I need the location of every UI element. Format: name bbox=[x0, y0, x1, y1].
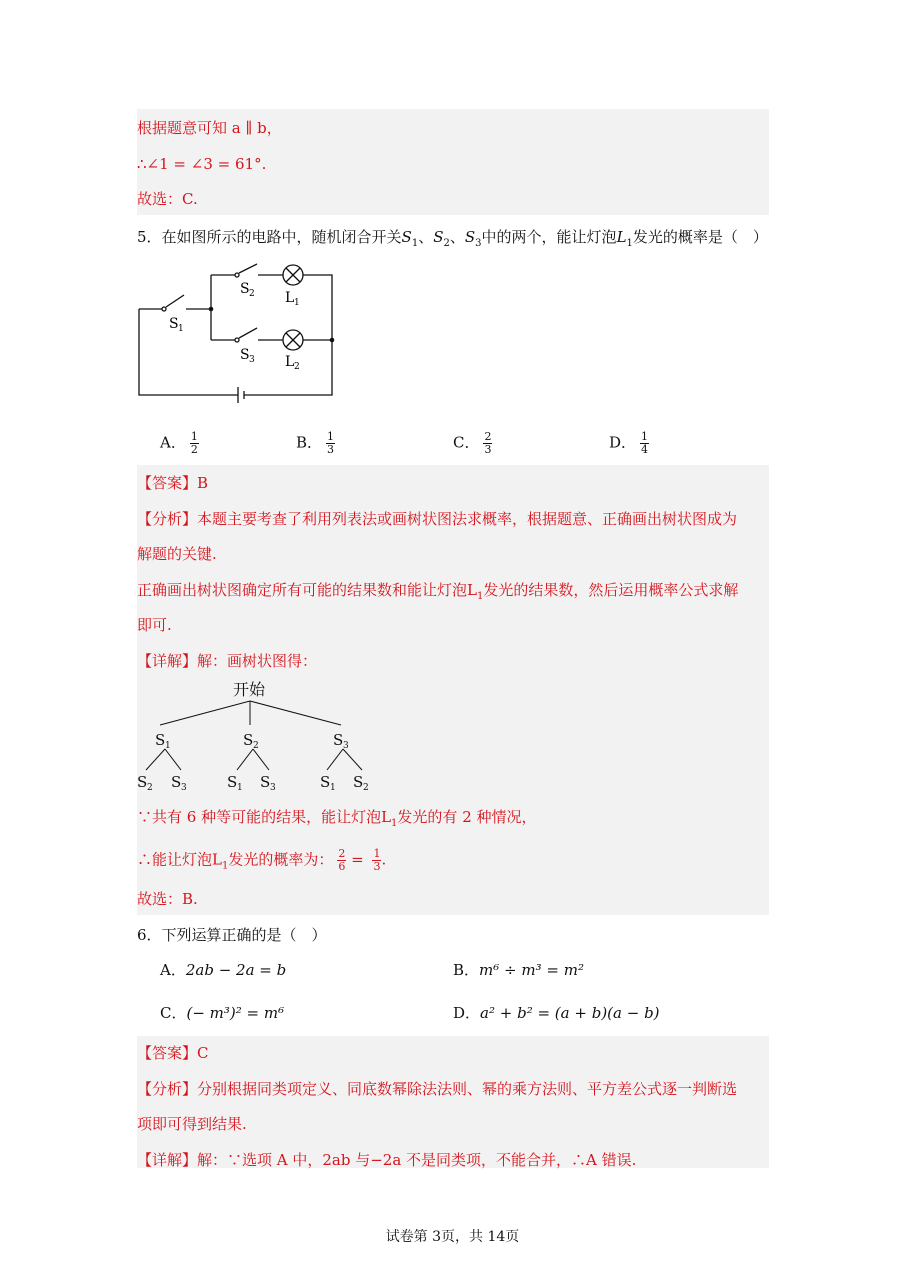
tree-node: S bbox=[333, 731, 344, 749]
tree-leaf: S bbox=[227, 773, 238, 791]
svg-text:1: 1 bbox=[178, 324, 184, 334]
option-a[interactable]: A．2ab − 2a = b bbox=[160, 961, 287, 979]
tree-root: 开始 bbox=[233, 680, 266, 699]
option-d[interactable]: D． $\frac{1}{4}$ bbox=[609, 430, 649, 456]
svg-text:2: 2 bbox=[294, 362, 300, 372]
solution-block-q6 bbox=[137, 1036, 769, 1168]
option-b[interactable]: B． $\frac{1}{3}$ bbox=[296, 430, 335, 456]
option-a[interactable]: A． $\frac{1}{2}$ bbox=[160, 430, 198, 456]
analysis-line: 【分析】分别根据同类项定义、同底数幂除法法则、幂的乘方法则、平方差公式逐一判断选 bbox=[137, 1080, 738, 1098]
svg-text:3: 3 bbox=[249, 355, 255, 365]
answer-line: 【答案】B bbox=[137, 474, 209, 492]
label-l1: L bbox=[285, 290, 295, 306]
circuit-diagram bbox=[134, 262, 344, 412]
option-c[interactable]: C．(− m³)² = m⁶ bbox=[160, 1004, 285, 1022]
solution-line: ∴∠1 = ∠3 = 61°. bbox=[137, 155, 267, 173]
answer-line: 【答案】C bbox=[137, 1044, 209, 1062]
tree-leaf: S bbox=[260, 773, 271, 791]
page-footer: 试卷第 3页，共 14页 bbox=[385, 1229, 520, 1245]
tree-node: S bbox=[243, 731, 254, 749]
label-s1: S bbox=[169, 316, 179, 332]
choose-line: 故选：B. bbox=[137, 890, 198, 908]
svg-text:1: 1 bbox=[237, 783, 243, 793]
tree-diagram bbox=[133, 677, 383, 797]
svg-text:2: 2 bbox=[363, 783, 369, 793]
label-s3: S bbox=[240, 347, 250, 363]
solution-line: 故选：C. bbox=[137, 190, 198, 208]
svg-text:1: 1 bbox=[165, 741, 171, 751]
question-6-stem: 6．下列运算正确的是（ ） bbox=[137, 926, 327, 944]
svg-text:3: 3 bbox=[343, 741, 349, 751]
result-line: ∴能让灯泡$L_1$发光的概率为： $\frac{2}{6}$ = $\frac{1}{3}$ . bbox=[137, 847, 387, 873]
svg-text:2: 2 bbox=[147, 783, 153, 793]
analysis-line: 解题的关键. bbox=[137, 545, 217, 563]
tree-leaf: S bbox=[353, 773, 364, 791]
analysis-line: 【分析】本题主要考查了利用列表法或画树状图法求概率，根据题意、正确画出树状图成为 bbox=[137, 510, 738, 528]
option-d[interactable]: D．a² + b² = (a + b)(a − b) bbox=[453, 1004, 660, 1022]
tree-node: S bbox=[155, 731, 166, 749]
analysis-line: 即可. bbox=[137, 616, 172, 634]
solution-line: 根据题意可知 a ∥ b， bbox=[137, 119, 282, 137]
question-5-stem: 5．在如图所示的电路中，随机闭合开关$S_1$、$S_2$、$S_3$中的两个，能让灯泡$L_1$发光的概率是（ ） bbox=[137, 228, 768, 249]
tree-leaf: S bbox=[320, 773, 331, 791]
label-l2: L bbox=[285, 354, 295, 370]
svg-text:1: 1 bbox=[330, 783, 336, 793]
analysis-line: 正确画出树状图确定所有可能的结果数和能让灯泡$L_1$发光的结果数，然后运用概率公式求解 bbox=[137, 581, 739, 602]
svg-text:2: 2 bbox=[249, 289, 255, 299]
tree-leaf: S bbox=[171, 773, 182, 791]
option-c[interactable]: C． $\frac{2}{3}$ bbox=[453, 430, 492, 456]
svg-text:2: 2 bbox=[253, 741, 259, 751]
svg-text:3: 3 bbox=[181, 783, 187, 793]
result-line: ∵共有 6 种等可能的结果，能让灯泡$L_1$发光的有 2 种情况， bbox=[137, 808, 537, 829]
label-s2: S bbox=[240, 281, 250, 297]
detail-line: 【详解】解：画树状图得： bbox=[137, 652, 318, 670]
svg-text:3: 3 bbox=[270, 783, 276, 793]
tree-leaf: S bbox=[137, 773, 148, 791]
option-b[interactable]: B．m⁶ ÷ m³ = m² bbox=[453, 961, 584, 979]
analysis-line: 项即可得到结果. bbox=[137, 1115, 247, 1133]
detail-line: 【详解】解：∵选项 A 中，2ab 与−2a 不是同类项，不能合并，∴A 错误. bbox=[137, 1151, 637, 1169]
svg-text:1: 1 bbox=[294, 298, 300, 308]
